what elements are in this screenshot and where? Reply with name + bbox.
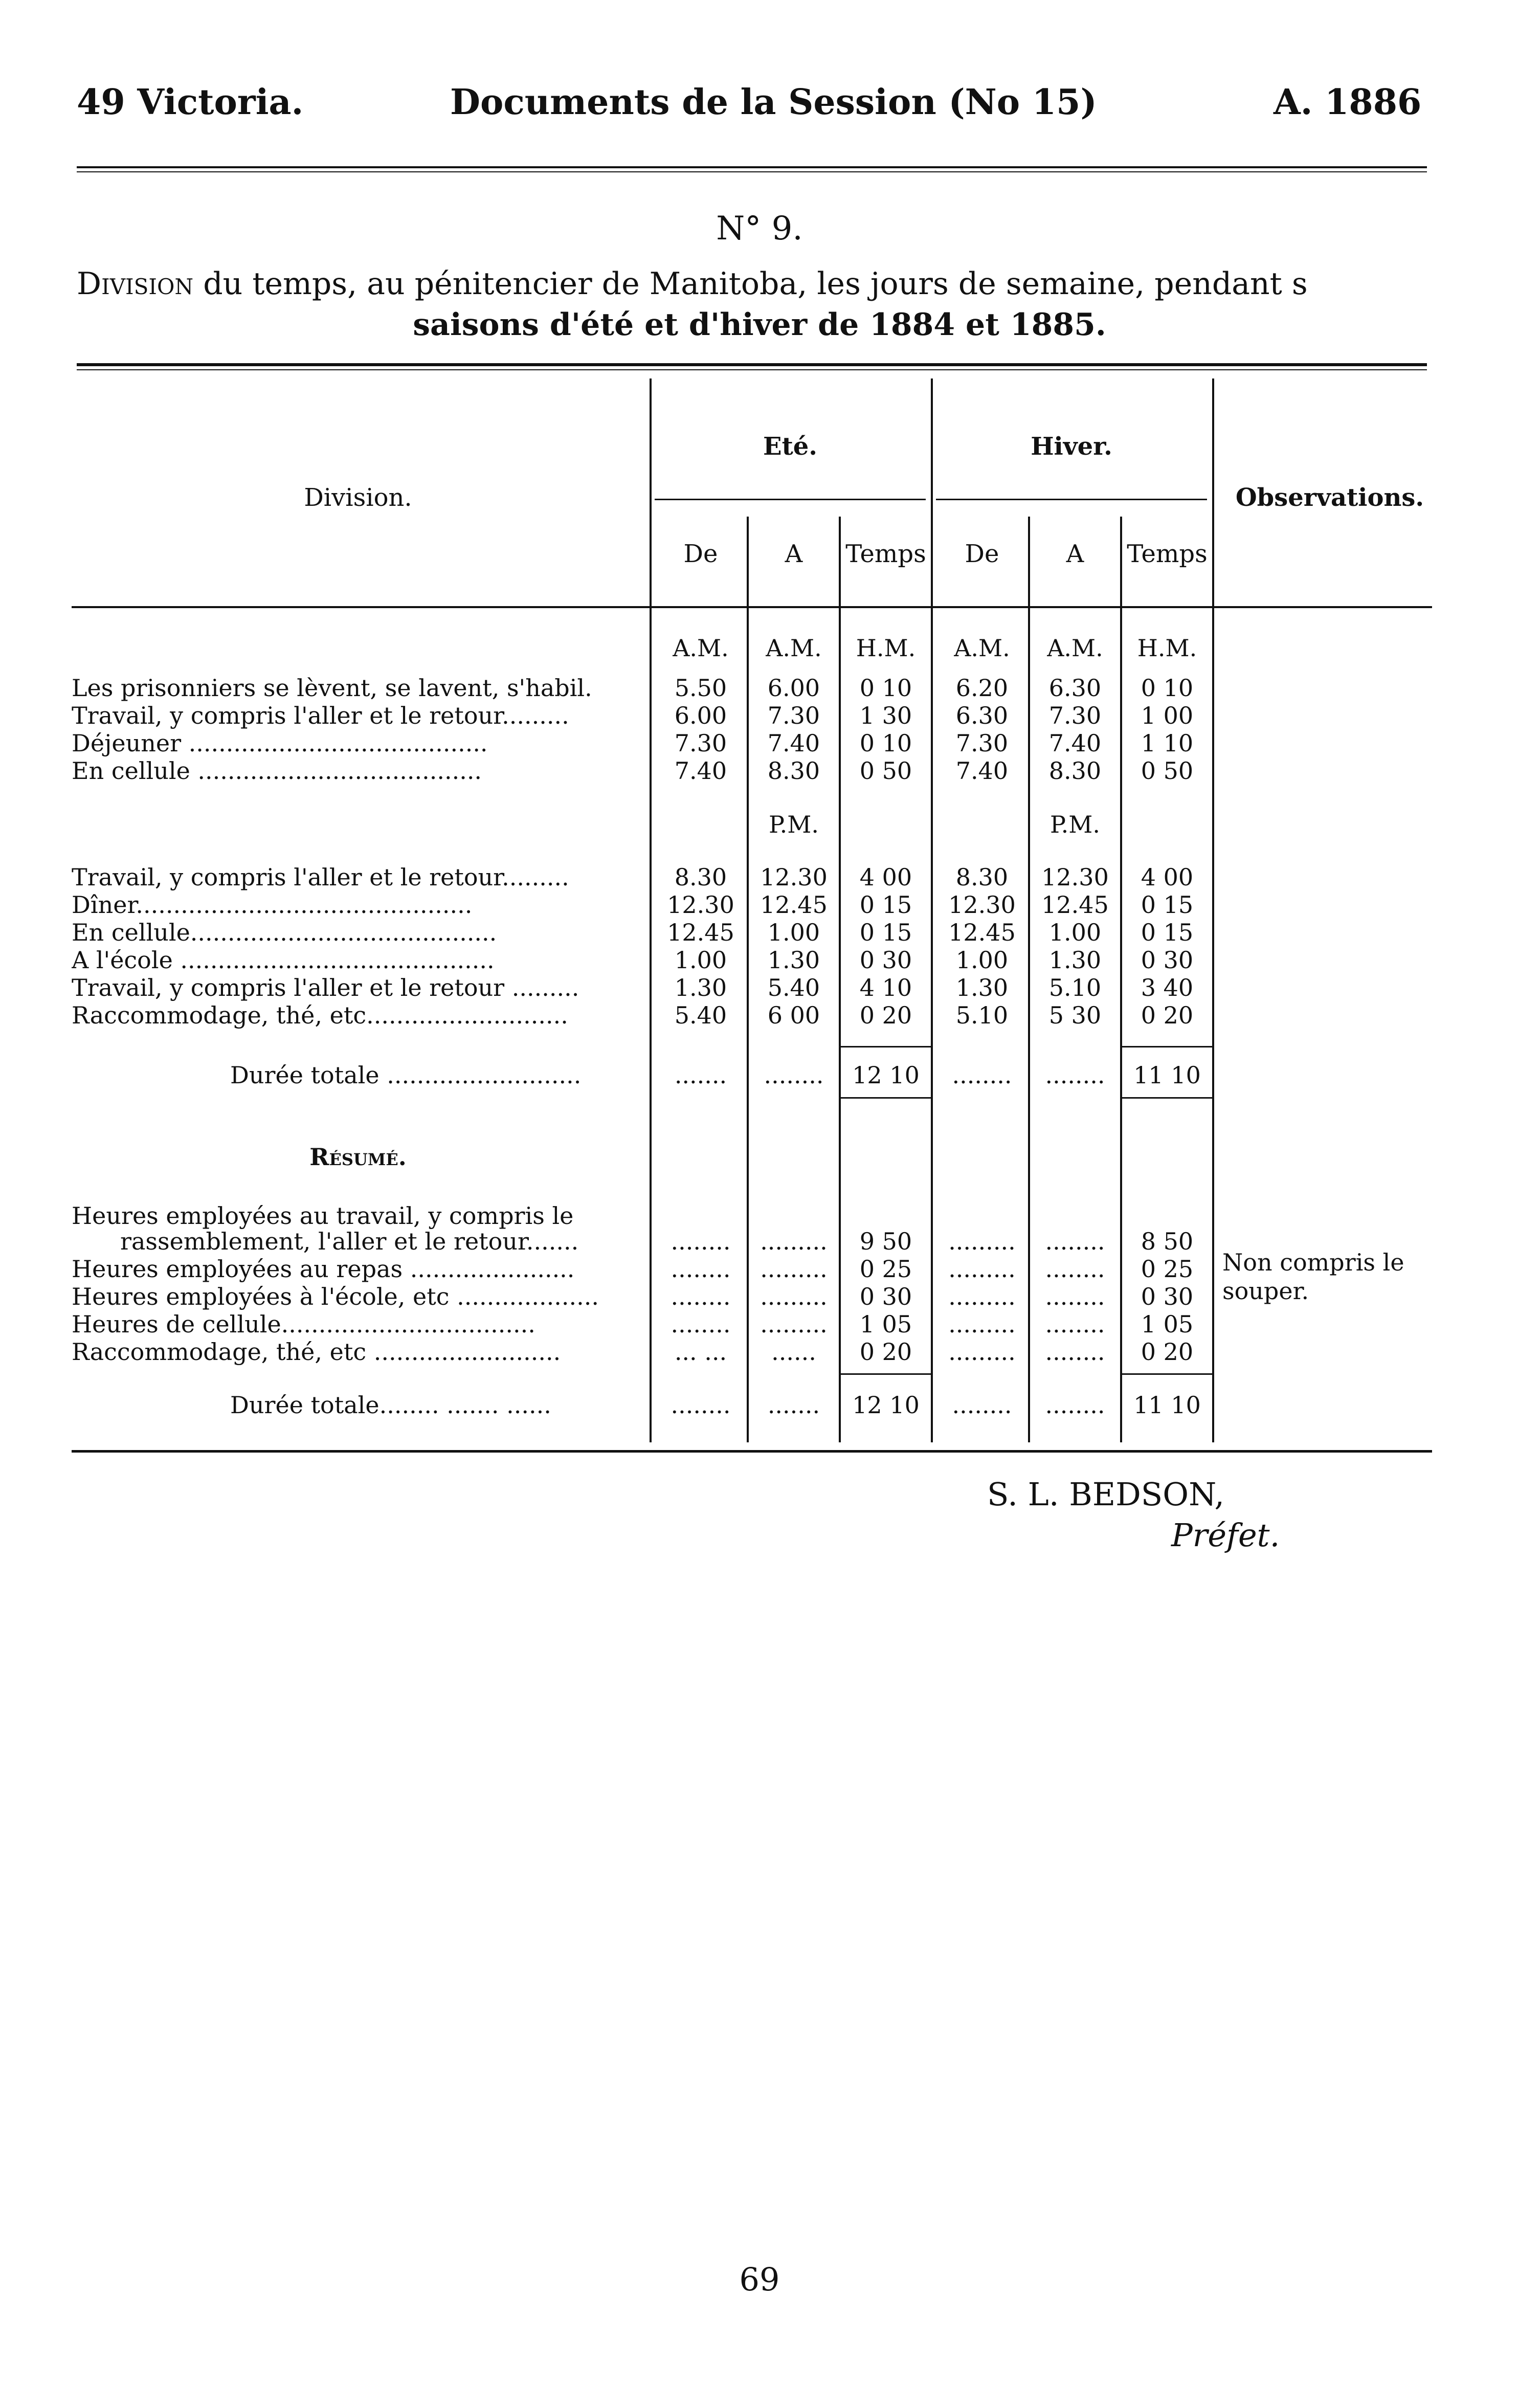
hiver-temps: 0 30	[1141, 946, 1194, 974]
unit-label: P.M.	[769, 811, 819, 838]
sum-rule	[841, 1373, 931, 1375]
hiver-a: ........	[1045, 1310, 1105, 1338]
ete-temps-total: 12 10	[852, 1391, 920, 1419]
ete-temps: 9 50	[859, 1228, 912, 1255]
hiver-a: ........	[1045, 1338, 1105, 1366]
hiver-temps: 3 40	[1141, 974, 1194, 1001]
temps-header: Temps	[845, 540, 926, 568]
hiver-a: ........	[1045, 1061, 1105, 1089]
column-divider	[931, 378, 933, 1442]
de-header: De	[965, 540, 999, 568]
ete-de: 8.30	[674, 863, 727, 891]
ete-temps: 0 15	[859, 891, 912, 919]
unit-label: A.M.	[673, 634, 729, 662]
row-label: Raccommodage, thé, etc .........................	[72, 1338, 561, 1366]
ete-temps: 4 00	[859, 863, 912, 891]
signature-name: S. L. BEDSON,	[987, 1476, 1225, 1513]
ete-de: 7.30	[674, 729, 727, 757]
row-label: Heures employées au repas ......................	[72, 1255, 575, 1283]
ete-subheader-rule	[655, 499, 926, 500]
ete-a: 7.30	[767, 702, 820, 729]
hiver-temps: 1 00	[1141, 702, 1194, 729]
row-label: Déjeuner ........................................	[72, 729, 488, 757]
ete-temps: 0 50	[859, 757, 912, 785]
ete-temps: 0 20	[859, 1338, 912, 1366]
ete-a: ......	[771, 1338, 816, 1366]
ete-de: 1.00	[674, 946, 727, 974]
hiver-a: 5 30	[1048, 1001, 1102, 1029]
ete-temps: 0 10	[859, 674, 912, 702]
ete-temps: 0 30	[859, 1283, 912, 1310]
ete-temps: 0 15	[859, 919, 912, 946]
hiver-de: ........	[952, 1391, 1012, 1419]
hiver-a: ........	[1045, 1228, 1105, 1255]
row-label: Dîner.............................................	[72, 891, 473, 919]
hiver-de: 6.20	[955, 674, 1009, 702]
row-label: Travail, y compris l'aller et le retour .........	[72, 974, 579, 1001]
hiver-a: 1.00	[1048, 919, 1102, 946]
ete-a: .......	[767, 1391, 820, 1419]
row-label-continued: rassemblement, l'aller et le retour.......	[120, 1228, 579, 1255]
sum-rule	[1122, 1097, 1212, 1099]
hiver-de: .........	[948, 1338, 1016, 1366]
sum-rule	[841, 1097, 931, 1099]
unit-label: A.M.	[1047, 634, 1103, 662]
ete-de: ........	[671, 1255, 731, 1283]
ete-de: ........	[671, 1391, 731, 1419]
ete-temps: 0 10	[859, 729, 912, 757]
unit-label: A.M.	[954, 634, 1010, 662]
ete-header: Eté.	[763, 432, 817, 461]
ete-de: ... ...	[674, 1338, 727, 1366]
ete-de: 12.45	[667, 919, 734, 946]
title-lead: Division	[77, 266, 194, 302]
a-header: A	[785, 540, 803, 568]
ete-a: 1.30	[767, 946, 820, 974]
row-label: En cellule.........................................	[72, 919, 497, 946]
hiver-temps-total: 11 10	[1133, 1061, 1201, 1089]
ete-de: 7.40	[674, 757, 727, 785]
hiver-a: 7.30	[1048, 702, 1102, 729]
hiver-de: .........	[948, 1255, 1016, 1283]
sum-rule	[841, 1046, 931, 1047]
hiver-a: ........	[1045, 1255, 1105, 1283]
header-bottom-rule	[72, 606, 1432, 608]
hiver-temps: 0 20	[1141, 1338, 1194, 1366]
ete-a: 1.00	[767, 919, 820, 946]
column-divider	[1212, 378, 1214, 1442]
ete-temps-total: 12 10	[852, 1061, 920, 1089]
table-top-rule-thin	[77, 369, 1427, 370]
hiver-a: 8.30	[1048, 757, 1102, 785]
ete-de: ........	[671, 1310, 731, 1338]
hiver-de: ........	[952, 1061, 1012, 1089]
hiver-de: 8.30	[955, 863, 1009, 891]
ete-temps: 4 10	[859, 974, 912, 1001]
title-line-1-text: du temps, au pénitencier de Manitoba, les jours de semaine, pendant s	[203, 266, 1308, 302]
hiver-temps: 0 15	[1141, 919, 1194, 946]
ete-de: ........	[671, 1228, 731, 1255]
ete-de: 5.50	[674, 674, 727, 702]
row-label: En cellule ......................................	[72, 757, 482, 785]
ete-de: 6.00	[674, 702, 727, 729]
ete-de: 1.30	[674, 974, 727, 1001]
ete-a: 6.00	[767, 674, 820, 702]
header-right: A. 1886	[1274, 82, 1422, 123]
hiver-temps: 4 00	[1141, 863, 1194, 891]
ete-temps: 0 30	[859, 946, 912, 974]
total-label: Durée totale........ ....... ......	[230, 1391, 551, 1419]
hiver-a: 12.30	[1041, 863, 1109, 891]
hiver-de: 1.30	[955, 974, 1009, 1001]
signature-role: Préfet.	[1171, 1517, 1280, 1554]
hiver-temps: 1 05	[1141, 1310, 1194, 1338]
hiver-temps: 0 30	[1141, 1283, 1194, 1310]
hiver-header: Hiver.	[1031, 432, 1112, 461]
a-header: A	[1066, 540, 1084, 568]
hiver-a: 12.45	[1041, 891, 1109, 919]
unit-label: A.M.	[766, 634, 822, 662]
row-label: Les prisonniers se lèvent, se lavent, s'habil.	[72, 674, 592, 702]
total-label: Durée totale ..........................	[230, 1061, 582, 1089]
row-label: Heures employées au travail, y compris le	[72, 1202, 574, 1230]
ete-de: .......	[674, 1061, 727, 1089]
hiver-de: .........	[948, 1228, 1016, 1255]
hiver-de: 7.40	[955, 757, 1009, 785]
resume-heading: Résumé.	[309, 1143, 407, 1171]
ete-a: .........	[760, 1228, 828, 1255]
hiver-a: ........	[1045, 1391, 1105, 1419]
page-number: 69	[739, 2261, 780, 2298]
ete-temps: 0 20	[859, 1001, 912, 1029]
unit-label: H.M.	[1137, 634, 1197, 662]
row-label: Raccommodage, thé, etc...........................	[72, 1001, 568, 1029]
ete-a: ........	[764, 1061, 824, 1089]
temps-header: Temps	[1127, 540, 1208, 568]
hiver-temps: 0 50	[1141, 757, 1194, 785]
header-left: 49 Victoria.	[77, 82, 304, 123]
hiver-de: 6.30	[955, 702, 1009, 729]
ete-temps: 0 25	[859, 1255, 912, 1283]
header-rule-thin	[77, 171, 1427, 172]
ete-a: 6 00	[767, 1001, 820, 1029]
ete-a: 5.40	[767, 974, 820, 1001]
observation-note: Non compris le souper.	[1222, 1248, 1404, 1305]
hiver-de: .........	[948, 1310, 1016, 1338]
division-header: Division.	[304, 483, 412, 512]
hiver-de: 5.10	[955, 1001, 1009, 1029]
document-number: N° 9.	[716, 210, 803, 248]
hiver-temps: 8 50	[1141, 1228, 1194, 1255]
hiver-a: 7.40	[1048, 729, 1102, 757]
hiver-de: 12.45	[948, 919, 1016, 946]
table-top-rule	[77, 363, 1427, 366]
hiver-temps: 0 20	[1141, 1001, 1194, 1029]
hiver-temps: 0 10	[1141, 674, 1194, 702]
sum-rule	[1122, 1046, 1212, 1047]
hiver-a: 6.30	[1048, 674, 1102, 702]
row-label: Travail, y compris l'aller et le retour.........	[72, 702, 569, 729]
ete-de: 5.40	[674, 1001, 727, 1029]
hiver-de: 7.30	[955, 729, 1009, 757]
unit-label: H.M.	[856, 634, 916, 662]
header-center: Documents de la Session (No 15)	[450, 82, 1097, 123]
header-rule	[77, 166, 1427, 168]
row-label: Travail, y compris l'aller et le retour.........	[72, 863, 569, 891]
hiver-temps: 0 15	[1141, 891, 1194, 919]
ete-a: .........	[760, 1255, 828, 1283]
title-line-1	[77, 266, 1453, 302]
hiver-temps: 0 25	[1141, 1255, 1194, 1283]
hiver-de: 1.00	[955, 946, 1009, 974]
ete-a: 12.45	[760, 891, 828, 919]
hiver-temps-total: 11 10	[1133, 1391, 1201, 1419]
ete-de: ........	[671, 1283, 731, 1310]
column-divider	[650, 378, 652, 1442]
ete-a: 12.30	[760, 863, 828, 891]
de-header: De	[683, 540, 718, 568]
hiver-a: 1.30	[1048, 946, 1102, 974]
row-label: Heures employées à l'école, etc ...................	[72, 1283, 599, 1310]
ete-a: .........	[760, 1310, 828, 1338]
hiver-de: 12.30	[948, 891, 1016, 919]
row-label: Heures de cellule..................................	[72, 1310, 535, 1338]
ete-a: .........	[760, 1283, 828, 1310]
ete-de: 12.30	[667, 891, 734, 919]
hiver-subheader-rule	[936, 499, 1207, 500]
row-label: A l'école ..........................................	[72, 946, 495, 974]
ete-temps: 1 30	[859, 702, 912, 729]
ete-a: 7.40	[767, 729, 820, 757]
hiver-a: 5.10	[1048, 974, 1102, 1001]
hiver-temps: 1 10	[1141, 729, 1194, 757]
hiver-a: ........	[1045, 1283, 1105, 1310]
sum-rule	[1122, 1373, 1212, 1375]
title-line-2: saisons d'été et d'hiver de 1884 et 1885.	[413, 307, 1106, 343]
table-bottom-rule	[72, 1450, 1432, 1453]
ete-temps: 1 05	[859, 1310, 912, 1338]
observations-header: Observations.	[1235, 483, 1424, 512]
hiver-de: .........	[948, 1283, 1016, 1310]
ete-a: 8.30	[767, 757, 820, 785]
unit-label: P.M.	[1050, 811, 1100, 838]
